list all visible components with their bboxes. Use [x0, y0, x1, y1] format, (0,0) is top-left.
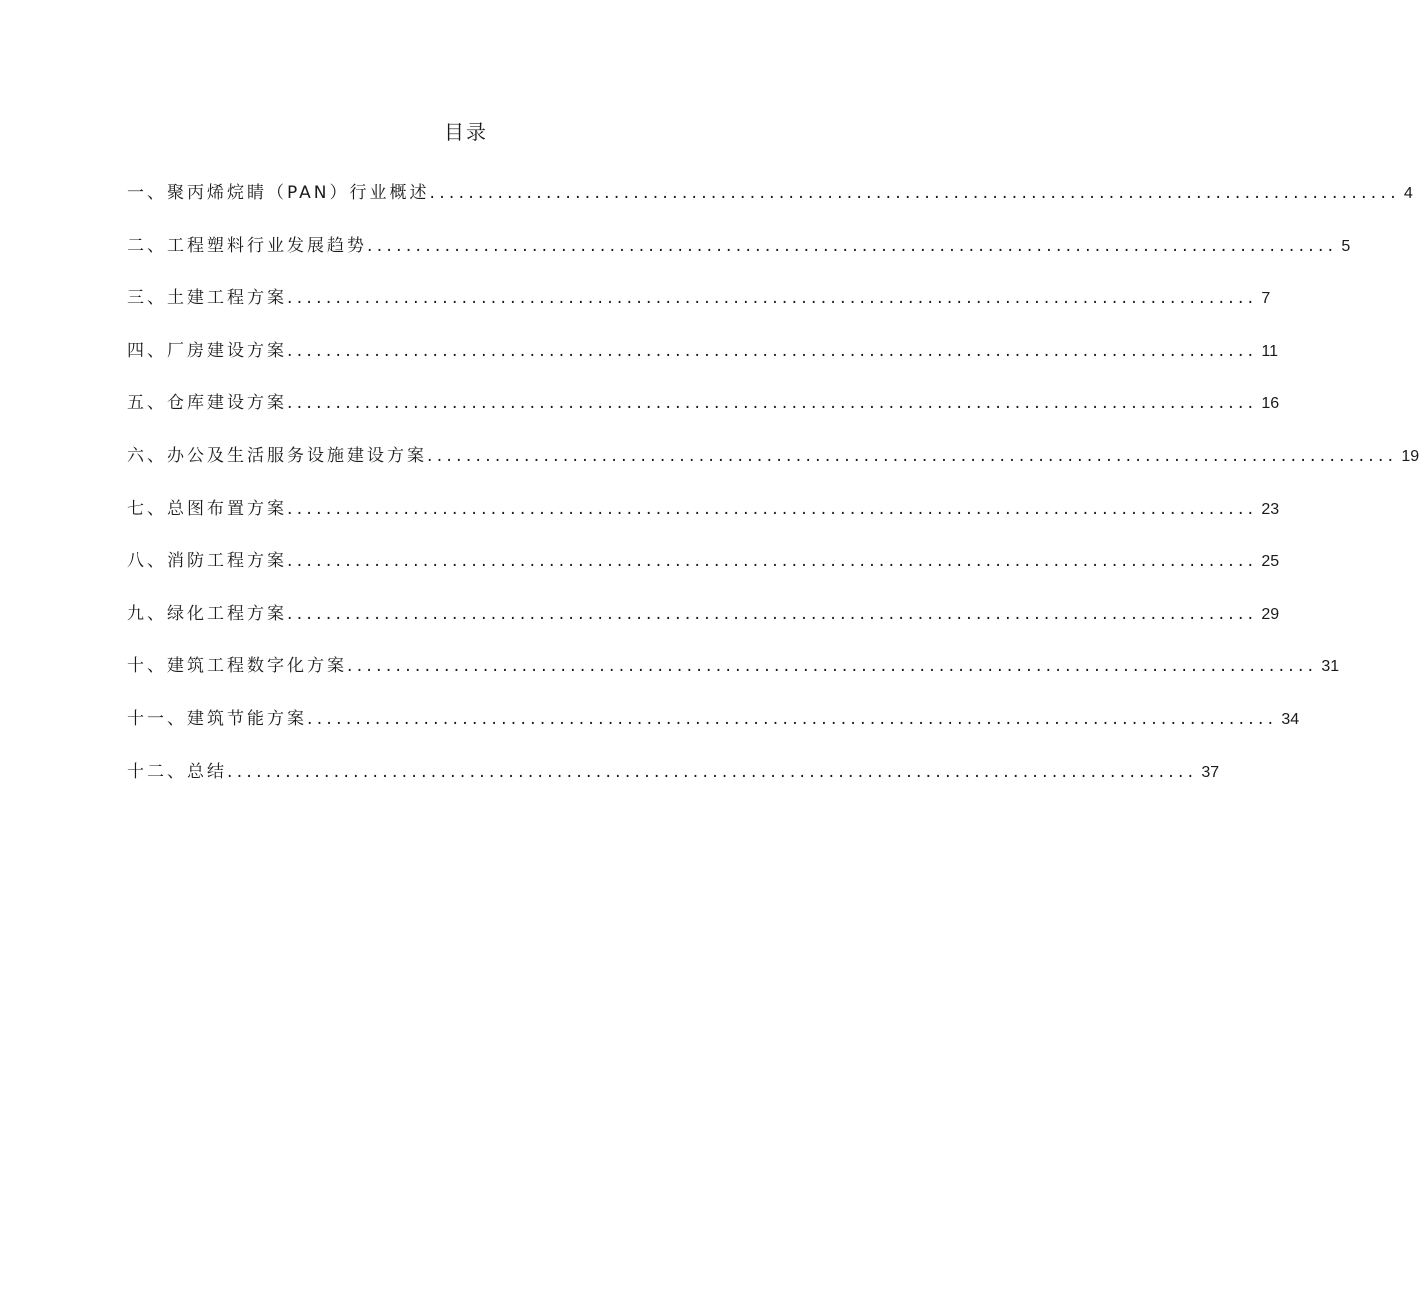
toc-dot-leader: .................................................................................................... [287, 288, 1258, 309]
toc-entry-page: 31 [1321, 658, 1340, 676]
toc-dot-leader: .................................................................................................... [287, 340, 1258, 361]
toc-entry[interactable] [127, 389, 1280, 442]
toc-entry-label: 十、建筑工程数字化方案 [127, 656, 347, 677]
toc-entry[interactable] [127, 179, 1413, 232]
toc-entry[interactable] [127, 337, 1278, 390]
toc-entry-page: 7 [1261, 290, 1271, 308]
toc-entry-label: 三、土建工程方案 [127, 288, 287, 309]
toc-dot-leader: .................................................................................................... [429, 183, 1400, 203]
toc-entry-page: 5 [1341, 237, 1351, 255]
toc-entry[interactable] [127, 495, 1280, 548]
toc-entry-page: 37 [1201, 763, 1220, 781]
toc-entry-page: 29 [1261, 605, 1280, 623]
toc-dot-leader: .................................................................................................... [287, 551, 1258, 572]
toc-entry-page: 19 [1401, 447, 1419, 465]
toc-dot-leader: .................................................................................................... [287, 393, 1258, 414]
toc-entry[interactable] [127, 547, 1280, 600]
toc-dot-leader: .................................................................................................... [427, 445, 1398, 466]
toc-entry-page: 34 [1281, 710, 1300, 728]
toc-entry-label: 二、工程塑料行业发展趋势 [127, 235, 367, 256]
toc-dot-leader: .................................................................................................... [367, 235, 1338, 256]
toc-entry[interactable] [127, 652, 1340, 705]
toc-entry-label: 十一、建筑节能方案 [127, 708, 307, 729]
toc-dot-leader: .................................................................................................... [307, 708, 1278, 729]
toc-entry[interactable] [127, 232, 1351, 285]
toc-title: 目录 [444, 120, 488, 144]
toc-entry-label: 六、办公及生活服务设施建设方案 [127, 445, 427, 466]
toc-entry-label: 一、聚丙烯烷睛（PAN）行业概述 [127, 183, 430, 203]
toc-entry-label: 八、消防工程方案 [127, 551, 287, 572]
toc-entry-label: 七、总图布置方案 [127, 498, 287, 519]
toc-entry[interactable] [127, 600, 1280, 653]
toc-list [127, 179, 1419, 810]
toc-entry-page: 4 [1403, 185, 1413, 202]
toc-entry-label: 十二、总结 [127, 761, 227, 782]
toc-entry-label: 四、厂房建设方案 [127, 340, 287, 361]
toc-dot-leader: .................................................................................................... [347, 656, 1318, 677]
toc-entry-page: 16 [1261, 395, 1280, 413]
toc-entry-page: 23 [1261, 500, 1280, 518]
toc-entry-page: 11 [1261, 342, 1278, 360]
toc-dot-leader: .................................................................................................... [227, 761, 1198, 782]
toc-entry-page: 25 [1261, 553, 1280, 571]
toc-entry[interactable] [127, 442, 1419, 495]
toc-entry-label: 五、仓库建设方案 [127, 393, 287, 414]
toc-entry[interactable] [127, 284, 1271, 337]
toc-entry-label: 九、绿化工程方案 [127, 603, 287, 624]
toc-dot-leader: .................................................................................................... [287, 603, 1258, 624]
toc-dot-leader: .................................................................................................... [287, 498, 1258, 519]
toc-entry[interactable] [127, 705, 1300, 758]
toc-entry[interactable] [127, 758, 1220, 811]
